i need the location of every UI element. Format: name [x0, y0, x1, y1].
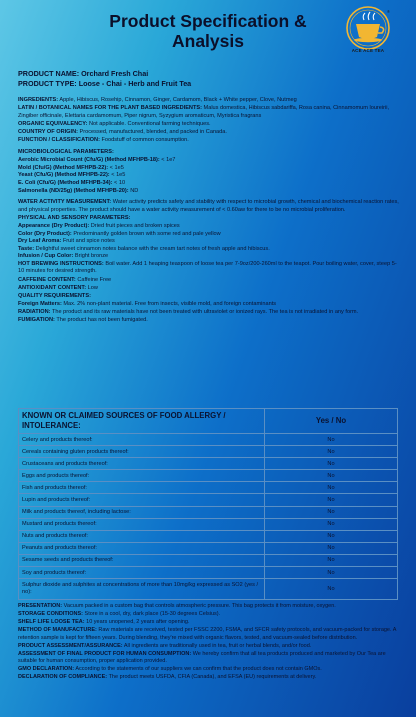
- sensory-row: Appearance (Dry Product): Dried fruit pieces and broken spices: [18, 222, 180, 229]
- product-header: [18, 69, 398, 89]
- allergen-name: Celery and products thereof:: [19, 434, 265, 446]
- product-type-line: PRODUCT TYPE: Loose - Chai - Herb and Fruit Tea: [18, 79, 192, 88]
- allergen-name: Lupin and products thereof:: [19, 494, 265, 506]
- sensory-row: Color (Dry Product): Predominantly golden brown with some red and pale yellow: [18, 230, 221, 237]
- micro-row: Salmonella (ND/25g) (Method MFHPB-20): ND: [18, 187, 139, 194]
- sensory-row: Dry Leaf Aroma: Fruit and spice notes: [18, 238, 115, 245]
- allergen-row: [19, 470, 398, 482]
- micro-heading: MICROBIOLOGICAL PARAMETERS:: [18, 149, 114, 156]
- fumigation: FUMIGATION: The product has not been fumigated.: [18, 317, 148, 324]
- allergen-row: [19, 567, 398, 579]
- micro-row: E. Coli (Cfu/G) (Method MFHPB-34): < 10: [18, 179, 126, 186]
- allergen-row: [19, 542, 398, 554]
- allergy-rows: [19, 434, 398, 600]
- allergen-row: [19, 494, 398, 506]
- shelf-life: SHELF LIFE LOOSE TEA: 10 years unopened, 2 years after opening.: [18, 619, 190, 626]
- yes-no-header: Yes / No: [265, 409, 398, 434]
- antioxidant-content: ANTIOXIDANT CONTENT: Low: [18, 284, 98, 291]
- allergen-row: [19, 434, 398, 446]
- allergen-row: [19, 530, 398, 542]
- gmo-declaration: GMO DECLARATION: According to the statements of our suppliers we can confirm that the product does not contain GMOs.: [18, 666, 322, 673]
- water-activity: WATER ACTIVITY MEASUREMENT: Water activity predicts safety and stability with respect to microbial growth, chemical and biochemical reaction rates, and physical properties. The product should have a water activity measurement of < 0.60aw for there to be no microbial proliferation.: [18, 199, 399, 213]
- caffeine-content: CAFFEINE CONTENT: Caffeine Free: [18, 276, 112, 283]
- storage-conditions: STORAGE CONDITIONS: Store in a cool, dry, dark place (15-30 degrees Celsius).: [18, 611, 221, 618]
- final-assessment: ASSESSMENT OF FINAL PRODUCT FOR HUMAN CONSUMPTION: We hereby confirm that all tea products produced and marketed by Our Tea are suitable for human consumption, proper application provided.: [18, 650, 386, 665]
- allergen-row: [19, 579, 398, 600]
- micro-row: Aerobic Microbial Count (Cfu/G) (Method MFHPB-18): < 1e7: [18, 157, 176, 164]
- allergen-name: Peanuts and products thereof:: [19, 542, 265, 554]
- allergen-name: Nuts and products thereof:: [19, 530, 265, 542]
- allergen-name: Cereals containing gluten products thereof:: [19, 446, 265, 458]
- teacup-icon: [340, 4, 396, 52]
- allergen-row: [19, 518, 398, 530]
- allergen-value: No: [265, 446, 398, 458]
- allergen-value: No: [265, 518, 398, 530]
- allergen-value: No: [265, 494, 398, 506]
- sensory-row: Infusion / Cup Color: Bright bronze: [18, 253, 109, 260]
- allergen-row: [19, 506, 398, 518]
- allergen-name: Fish and products thereof:: [19, 482, 265, 494]
- product-assessment: PRODUCT ASSESSMENT/ASSURANCE: All ingredients are traditionally used in tea, fruit or herbal blends, and/or food.: [18, 642, 312, 649]
- latin-names: LATIN / BOTANICAL NAMES FOR THE PLANT BASED INGREDIENTS: Malus domestica, Hibiscus sabdariffa, Rosa canina, Cinnamomum loureirii, Zingiber officinale, Elettaria cardamomum, Piper nigrum, Syzygium aromaticum, Myristica fragrans: [18, 105, 390, 119]
- allergen-value: No: [265, 470, 398, 482]
- allergen-value: No: [265, 579, 398, 600]
- sensory-heading: PHYSICAL AND SENSORY PARAMETERS:: [18, 214, 131, 221]
- allergen-name: Crustaceans and products thereof:: [19, 458, 265, 470]
- compliance-declaration: DECLARATION OF COMPLIANCE: The product meets USFDA, CFIA (Canada), and EFSA (EU) requirements at delivery.: [18, 674, 317, 681]
- allergy-table-header: [19, 409, 398, 434]
- allergen-name: Sulphur dioxide and sulphites at concentrations of more than 10mg/kg expressed as SO2 (yes / no):: [19, 579, 265, 600]
- allergen-row: [19, 458, 398, 470]
- allergen-row: [19, 554, 398, 566]
- allergen-value: No: [265, 530, 398, 542]
- svg-text:®: ®: [387, 9, 390, 14]
- sensory-row: Taste: Delightful sweet cinnamon notes balance with the cream tart notes of fresh apple and hibiscus.: [18, 245, 270, 252]
- page-title: Product Specification & Analysis: [109, 11, 307, 51]
- footer-declarations: [18, 603, 400, 682]
- allergen-name: Soy and products thereof:: [19, 567, 265, 579]
- allergen-row: [19, 446, 398, 458]
- micro-row: Mold (Cfu/G) (Method MFHPB-22): < 1e5: [18, 164, 124, 171]
- radiation: RADIATION: The product and its raw materials have not been treated with ultraviolet or ionized rays. The tea is not irradiated in any form.: [18, 308, 359, 315]
- allergen-name: Mustard and products thereof:: [19, 518, 265, 530]
- presentation: PRESENTATION: Vacuum packed in a custom bag that controls atmospheric pressure. This bag protects it from moisture, oxygen.: [18, 603, 336, 609]
- allergen-value: No: [265, 458, 398, 470]
- allergen-value: No: [265, 482, 398, 494]
- organic-equivalency: ORGANIC EQUIVALENCY: Not applicable. Conventional farming techniques.: [18, 120, 211, 127]
- product-name-line: PRODUCT NAME: Orchard Fresh Chai: [18, 69, 149, 78]
- foreign-matters: Foreign Matters: Max. 2% non-plant material. Free from insects, visible mold, and foreign contaminants: [18, 300, 277, 307]
- quality-heading: QUALITY REQUIREMENTS:: [18, 292, 91, 299]
- allergen-value: No: [265, 506, 398, 518]
- country-of-origin: COUNTRY OF ORIGIN: Processed, manufactured, blended, and packed in Canada.: [18, 128, 227, 135]
- function-classification: FUNCTION / CLASSIFICATION: Foodstuff of common consumption.: [18, 136, 189, 143]
- allergy-header: KNOWN OR CLAIMED SOURCES OF FOOD ALLERGY / INTOLERANCE:: [19, 409, 265, 434]
- allergen-name: Milk and products thereof, including lactose:: [19, 506, 265, 518]
- allergen-value: No: [265, 542, 398, 554]
- allergen-row: [19, 482, 398, 494]
- allergen-name: Eggs and products thereof:: [19, 470, 265, 482]
- spec-details: [18, 97, 400, 325]
- allergy-table: [18, 408, 398, 600]
- allergen-value: No: [265, 567, 398, 579]
- allergen-name: Sesame seeds and products thereof:: [19, 554, 265, 566]
- brand-logo: ® ACE ACE TEA: [340, 4, 396, 60]
- allergen-value: No: [265, 434, 398, 446]
- micro-row: Yeast (Cfu/G) (Method MFHPB-22): < 1e5: [18, 172, 126, 179]
- brewing-instructions: HOT BREWING INSTRUCTIONS: Boil water. Add 1 heaping teaspoon of loose tea per 7-9oz/200-260ml to the teapot. Pour boiling water, cover, steep 5-10 minutes for desired strength.: [18, 260, 397, 275]
- method-of-manufacture: METHOD OF MANUFACTURE: Raw materials are received, tested per FSSC 2200, FSMA, and SFCR safety protocols, and vacuum-packed for storage. A retention sample is kept for fifteen years. During blending, they're mixed with organic flavors, tested, and vacuum-sealed before distribution.: [18, 627, 397, 641]
- ingredients: INGREDIENTS: Apple, Hibiscus, Rosehip, Cinnamon, Ginger, Cardamom, Black + White pepper, Clove, Nutmeg: [18, 97, 297, 103]
- allergen-value: No: [265, 554, 398, 566]
